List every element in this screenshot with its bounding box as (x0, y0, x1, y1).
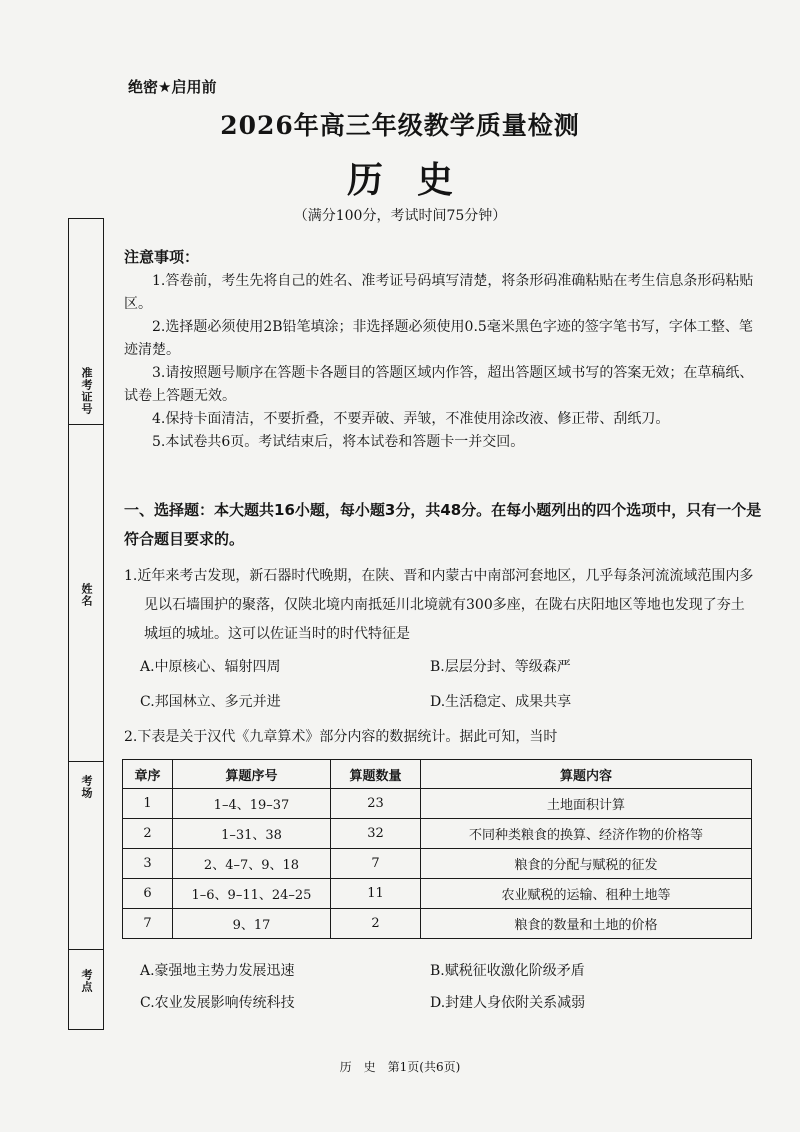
table-header: 算题内容 (421, 760, 752, 789)
table-cell: 1–31、38 (173, 819, 331, 849)
sidebar-divider (69, 424, 103, 425)
question-2-option-d[interactable]: D.封建人身依附关系减弱 (430, 995, 586, 1011)
table-row (123, 879, 752, 909)
exam-number-field[interactable] (69, 367, 103, 415)
subject-title: 历史 (346, 159, 487, 201)
table-row (123, 819, 752, 849)
table-cell: 3 (123, 849, 173, 879)
confidential-label: 绝密★启用前 (128, 78, 217, 96)
question-2-option-c[interactable]: C.农业发展影响传统科技 (140, 995, 295, 1011)
exam-site-label: 考点 (80, 969, 93, 993)
section-title: 一、选择题：本大题共16小题，每小题3分，共48分。在每小题列出的四个选项中，只有一个是符合题目要求的。 (124, 501, 762, 548)
question-1-option-d[interactable]: D.生活稳定、成果共享 (430, 694, 572, 710)
jiuzhang-suanshu-table (122, 759, 752, 939)
exam-room-label: 考场 (80, 775, 93, 799)
table-cell: 11 (331, 879, 421, 909)
sidebar-divider (69, 761, 103, 762)
table-row (123, 849, 752, 879)
question-2-option-a[interactable]: A.豪强地主势力发展迅速 (140, 963, 295, 979)
question-1-option-c[interactable]: C.邦国林立、多元并进 (140, 694, 281, 710)
question-1-option-a[interactable]: A.中原核心、辐射四周 (140, 659, 281, 675)
question-1-stem: 1.近年来考古发现，新石器时代晚期，在陕、晋和内蒙古中南部河套地区，几乎每条河流流域范围内多见以石墙围护的聚落，仅陕北境内南抵延川北境就有300多座，在陇右庆阳地区等地也发现了夯土城垣的城址。这可以佐证当时的时代特征是 (124, 568, 754, 642)
table-cell: 1 (123, 789, 173, 819)
table-header-row (123, 760, 752, 789)
exam-number-label: 准考证号 (80, 367, 93, 415)
table-header: 算题数量 (331, 760, 421, 789)
exam-room-field[interactable] (69, 775, 103, 799)
table-cell: 2 (331, 909, 421, 939)
candidate-info-column (68, 218, 104, 1030)
name-label: 姓名 (80, 583, 93, 607)
table-header: 算题序号 (173, 760, 331, 789)
table-cell: 7 (123, 909, 173, 939)
table-cell: 1–4、19–37 (173, 789, 331, 819)
question-2-option-b[interactable]: B.赋税征收激化阶级矛盾 (430, 963, 585, 979)
table-cell: 土地面积计算 (421, 789, 752, 819)
table-cell: 2 (123, 819, 173, 849)
table-row (123, 909, 752, 939)
table-row (123, 789, 752, 819)
sidebar-divider (69, 949, 103, 950)
table-cell: 粮食的分配与赋税的征发 (421, 849, 752, 879)
table-cell: 2、4–7、9、18 (173, 849, 331, 879)
table-cell: 不同种类粮食的换算、经济作物的价格等 (421, 819, 752, 849)
table-cell: 32 (331, 819, 421, 849)
table-cell: 1–6、9–11、24–25 (173, 879, 331, 909)
notice-item: 1.答卷前，考生先将自己的姓名、准考证号码填写清楚，将条形码准确粘贴在考生信息条形码粘贴区。 (124, 273, 754, 312)
name-field[interactable] (69, 583, 103, 607)
table-cell: 农业赋税的运输、租种土地等 (421, 879, 752, 909)
table-cell: 6 (123, 879, 173, 909)
notice-item: 3.请按照题号顺序在答题卡各题目的答题区域内作答，超出答题区域书写的答案无效；在草稿纸、试卷上答题无效。 (124, 365, 754, 404)
table-cell: 9、17 (173, 909, 331, 939)
table-cell: 23 (331, 789, 421, 819)
exam-title: 2026年高三年级教学质量检测 (220, 111, 580, 140)
table-cell: 粮食的数量和土地的价格 (421, 909, 752, 939)
exam-info: （满分100分，考试时间75分钟） (293, 208, 507, 224)
notice-item: 2.选择题必须使用2B铅笔填涂；非选择题必须使用0.5毫米黑色字迹的签字笔书写，字体工整、笔迹清楚。 (124, 319, 753, 358)
question-2-stem: 2.下表是关于汉代《九章算术》部分内容的数据统计。据此可知，当时 (124, 729, 558, 745)
notice-item: 5.本试卷共6页。考试结束后，将本试卷和答题卡一并交回。 (152, 434, 525, 450)
question-1-option-b[interactable]: B.层层分封、等级森严 (430, 659, 571, 675)
exam-site-field[interactable] (69, 969, 103, 993)
table-header: 章序 (123, 760, 173, 789)
notice-heading: 注意事项： (124, 248, 200, 266)
table-cell: 7 (331, 849, 421, 879)
notice-list (124, 270, 754, 454)
notice-item: 4.保持卡面清洁，不要折叠，不要弄破、弄皱，不准使用涂改液、修正带、刮纸刀。 (152, 411, 670, 427)
page-footer: 历 史 第1页(共6页) (339, 1060, 461, 1074)
